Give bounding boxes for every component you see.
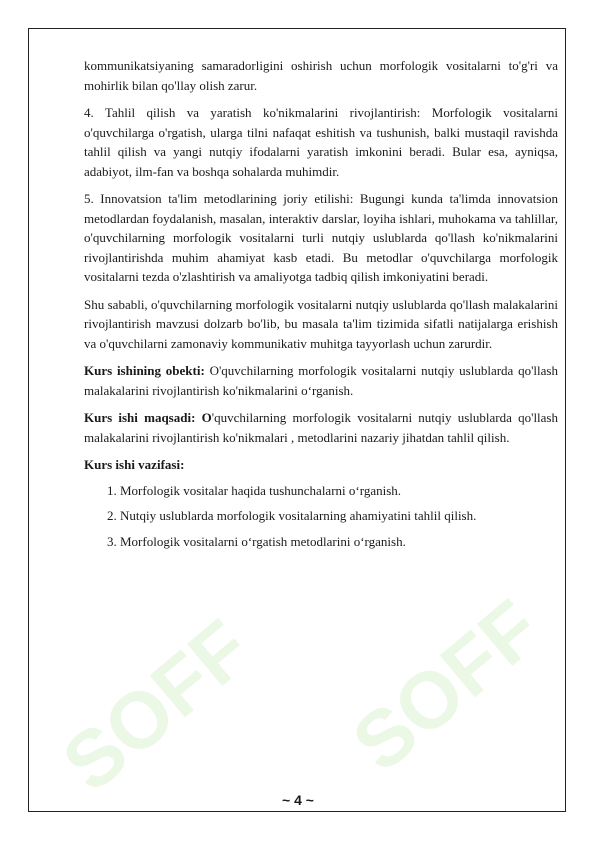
course-goal <box>84 408 558 447</box>
paragraph: Shu sababli, o'quvchilarning morfologik vositalarni nutqiy uslublarda qo'llash malakalarini rivojlantirish mavzusi dolzarb bo'lib, bu masala ta'lim tizimida sifatli natijalarga erishish va o'quvchilarni zamonaviy kommunikativ muhitga tayyorlash uchun zarurdir. <box>84 296 558 351</box>
list-item: 1. Morfologik vositalar haqida tushunchalarni o‘rganish. <box>120 481 558 501</box>
paragraph: 5. Innovatsion ta'lim metodlarining joriy etilishi: Bugungi kunda ta'limda innovatsion metodlardan foydalanish, masalan, interaktiv darslar, loyiha ishlari, muhokama va tahlillar, o'quvchilarning morfologik vositalarni turli nutqiy uslublarda qo'llash ko'nikmalarini rivojlantirishda muhim ahamiyat kasb etadi. Bu metodlar o'quvchilarga morfologik vositalarni tezda o'zlashtirish va amaliyotga tadbiq qilish imkoniyatini beradi. <box>84 191 558 284</box>
course-object-label: Kurs ishining obekti: <box>84 363 205 378</box>
course-object-text: O'quvchilarning morfologik vositalarni nutqiy uslublarda qo'llash malakalarini rivojlantirish ko'nikmalarini o‘rganish. <box>84 363 558 398</box>
course-goal-label: Kurs ishi maqsadi: O <box>84 410 212 425</box>
list-item: 2. Nutqiy uslublarda morfologik vositalarning ahamiyatini tahlil qilish. <box>120 506 558 526</box>
course-goal-text: 'quvchilarning morfologik vositalarni nutqiy uslublarda qo'llash malakalarini rivojlantirish ko'nikmalari , metodlarini nazariy jihatdan tahlil qilish. <box>84 410 558 445</box>
paragraph: 4. Tahlil qilish va yaratish ko'nikmalarini rivojlantirish: Morfologik vositalarni o'quvchilarga o'rgatish, ularga tilni nafaqat eshitish va tushunish, balki mustaqil ravishda tahlil qilish va yangi nutqiy ifodalarni yaratish imkonini beradi. Bular esa, ayniqsa, adabiyot, ilm-fan va boshqa sohalarda muhimdir. <box>84 105 558 179</box>
watermark: SOFF <box>336 582 557 789</box>
paragraph: kommunikatsiyaning samaradorligini oshirish uchun morfologik vositalarni to'g'ri va mohirlik bilan qo'llay olish zarur. <box>84 58 558 93</box>
page-number: ~ 4 ~ <box>282 792 314 808</box>
course-object <box>84 361 558 400</box>
tasks-heading: Kurs ishi vazifasi: <box>84 457 185 472</box>
list-item: 3. Morfologik vositalarni o‘rgatish metodlarini o‘rganish. <box>120 532 558 552</box>
document-body <box>84 56 558 557</box>
tasks-list <box>84 481 558 552</box>
watermark: SOFF <box>46 602 267 809</box>
